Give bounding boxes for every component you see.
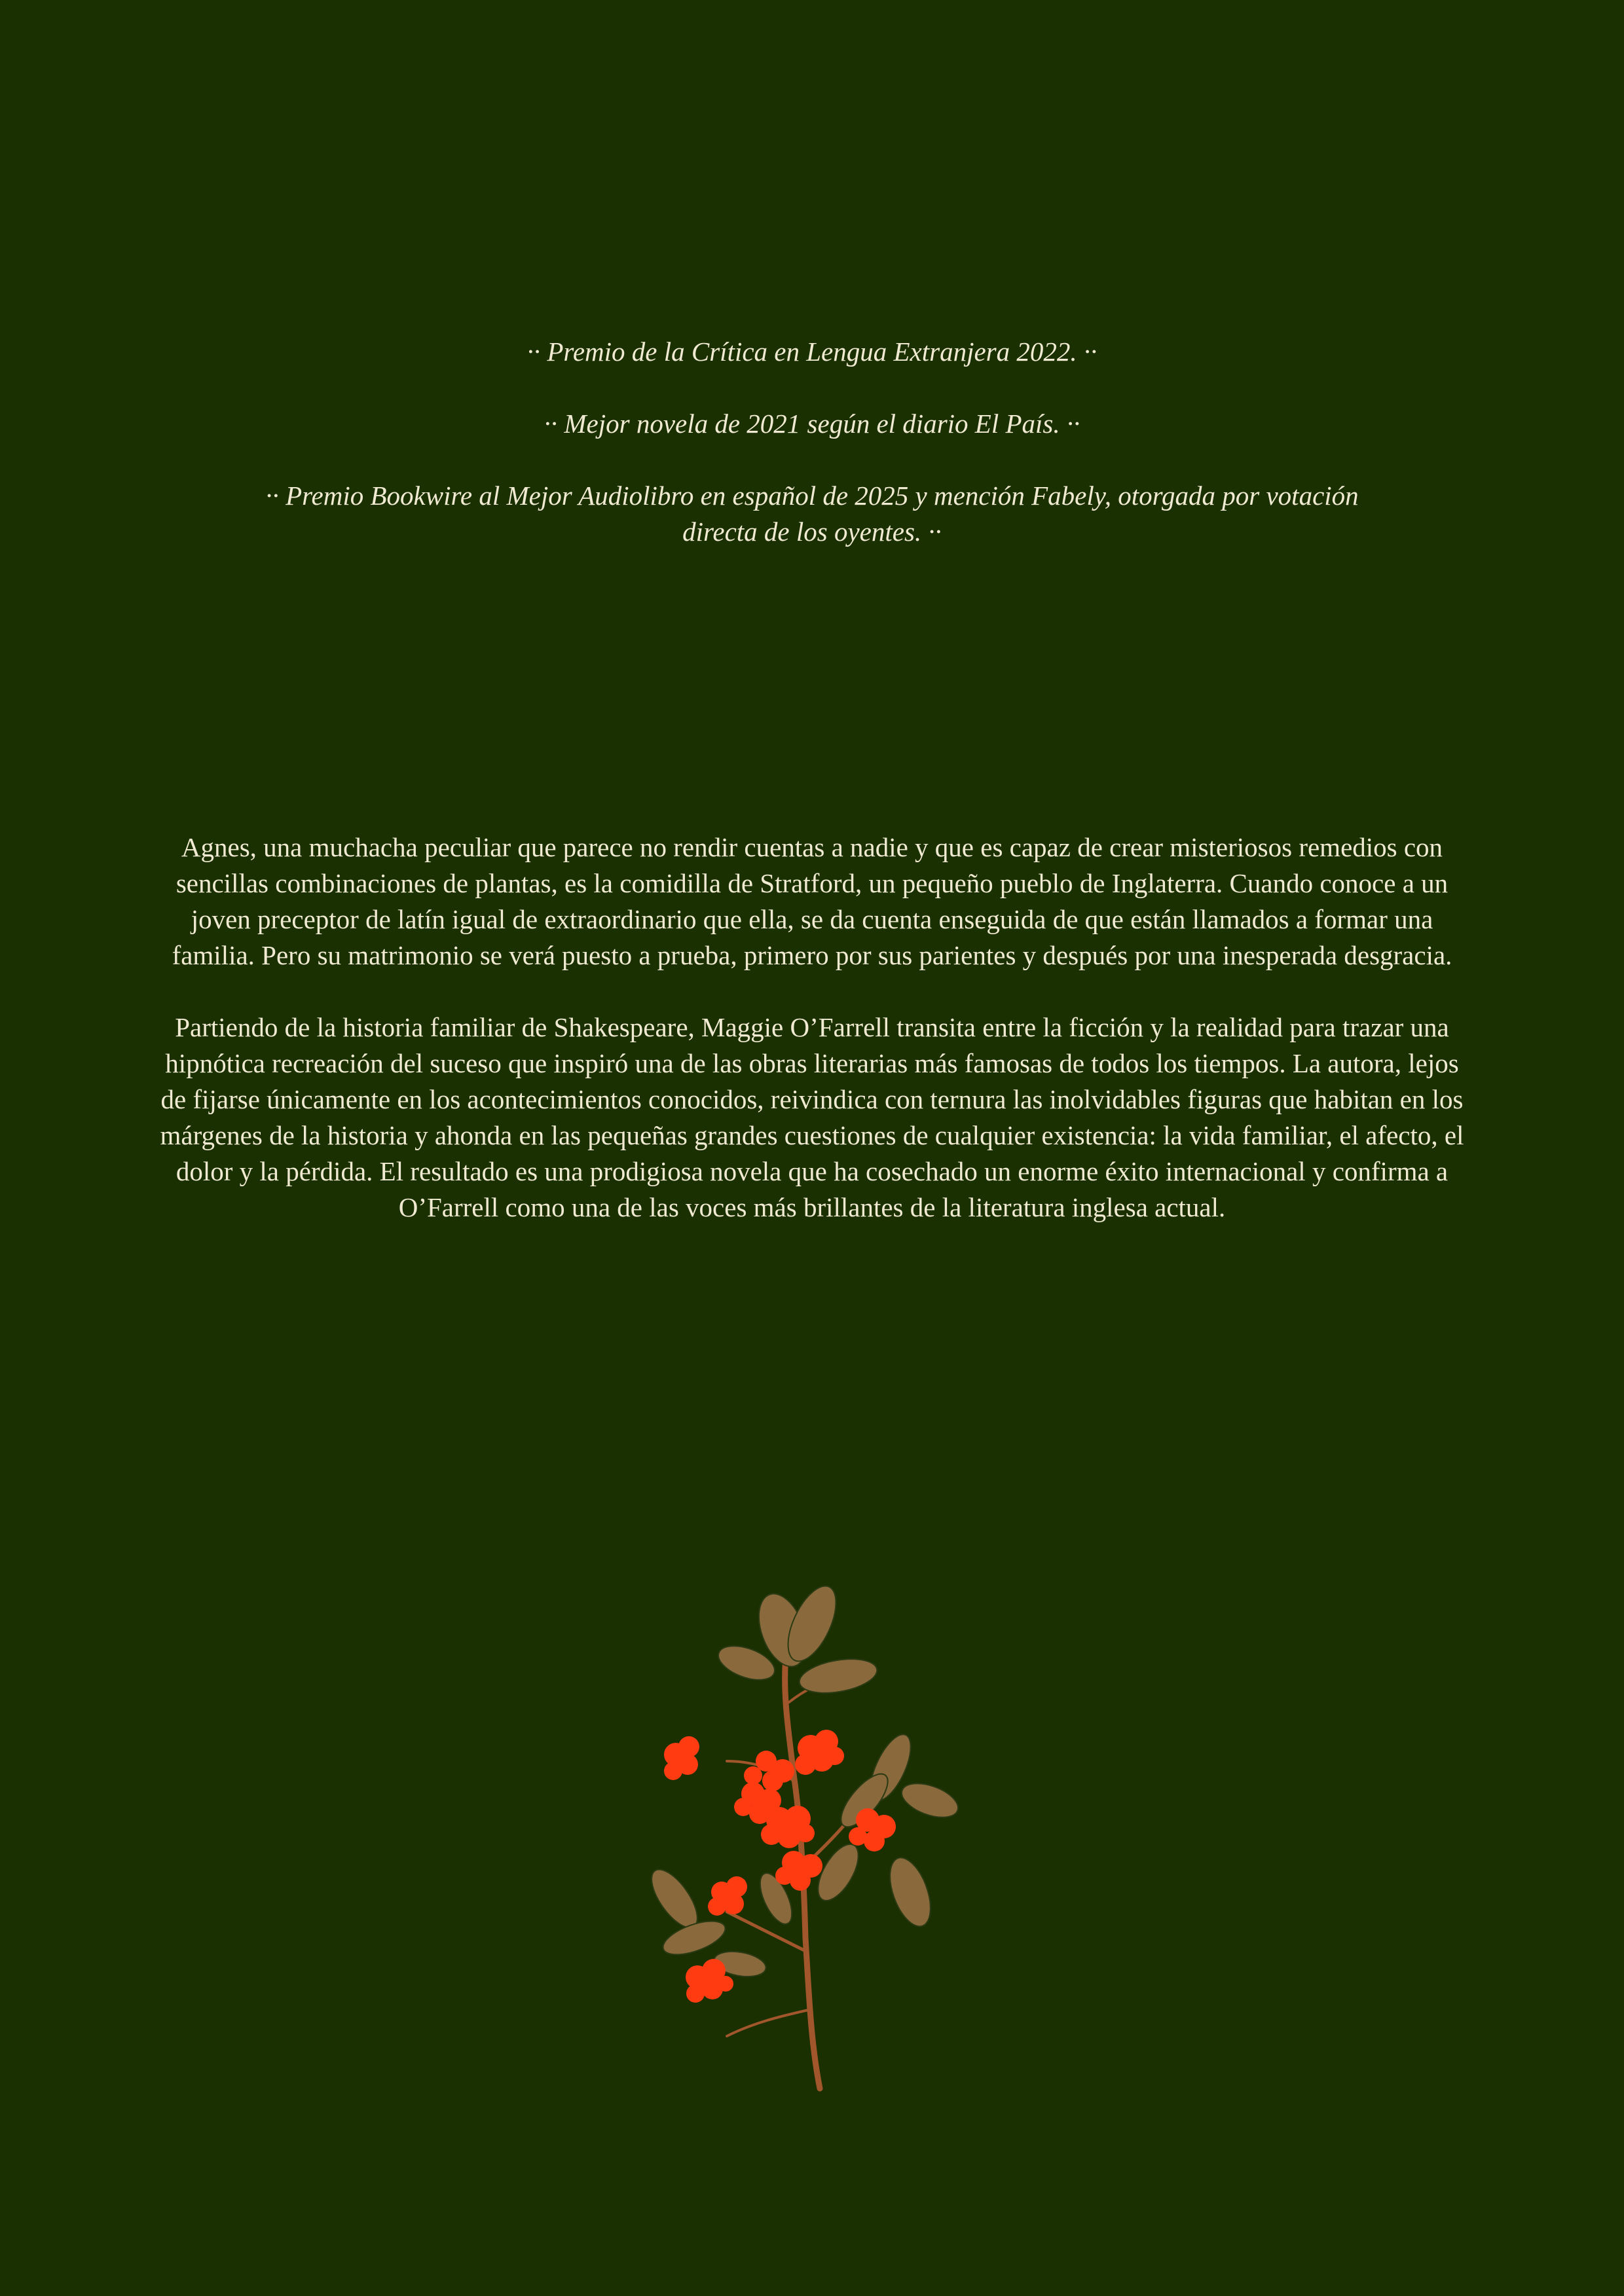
synopsis-paragraph-2: Partiendo de la historia familiar de Shakespeare, Maggie O’Farrell transita entre la ficción y la realidad para trazar una hipnótica recreación del suceso que inspiró una de las obras literarias más famosas de todos los tiempos. La autora, lejos de fijarse únicamente en los acontecimientos conocidos, reivindica con ternura las inolvidables figuras que habitan en los márgenes de la historia y ahonda en las pequeñas grandes cuestiones de cualquier existencia: la vida familiar, el afecto, el dolor y la pérdida. El resultado es una prodigiosa novela que ha cosechado un enorme éxito internacional y confirma a O’Farrell como una de las voces más brillantes de la literatura inglesa actual. <box>160 1012 1464 1222</box>
blossom-cluster <box>761 1806 815 1848</box>
blossom-cluster <box>664 1736 699 1780</box>
leaf <box>897 1777 963 1824</box>
award-critica: ·· Premio de la Crítica en Lengua Extranjera 2022. ·· <box>526 337 1098 367</box>
leaf <box>797 1654 880 1698</box>
synopsis <box>151 829 1473 1262</box>
awards-list <box>249 334 1375 550</box>
flowering-branch-illustration <box>648 1584 976 2102</box>
branch-left <box>727 1912 805 1951</box>
blossom-cluster <box>708 1876 747 1916</box>
award-bookwire: ·· Premio Bookwire al Mejor Audiolibro en español de 2025 y mención Fabely, otorgada por votación directa de los oyentes. ·· <box>265 481 1359 547</box>
blossoms-group <box>664 1730 896 2003</box>
leaf <box>882 1852 938 1931</box>
branch-lower-left <box>727 2010 809 2036</box>
award-el-pais: ·· Mejor novela de 2021 según el diario El País. ·· <box>544 409 1080 439</box>
branch-svg <box>648 1584 976 2102</box>
synopsis-paragraph-1: Agnes, una muchacha peculiar que parece no rendir cuentas a nadie y que es capaz de crear misteriosos remedios con sencillas combinaciones de plantas, es la comidilla de Stratford, un pequeño pueblo de Inglaterra. Cuando conoce a un joven preceptor de latín igual de extraordinario que ella, se da cuenta enseguida de que están llamados a formar una familia. Pero su matrimonio se verá puesto a prueba, primero por sus parientes y después por una inesperada desgracia. <box>172 832 1452 970</box>
blossom-cluster <box>795 1730 844 1775</box>
